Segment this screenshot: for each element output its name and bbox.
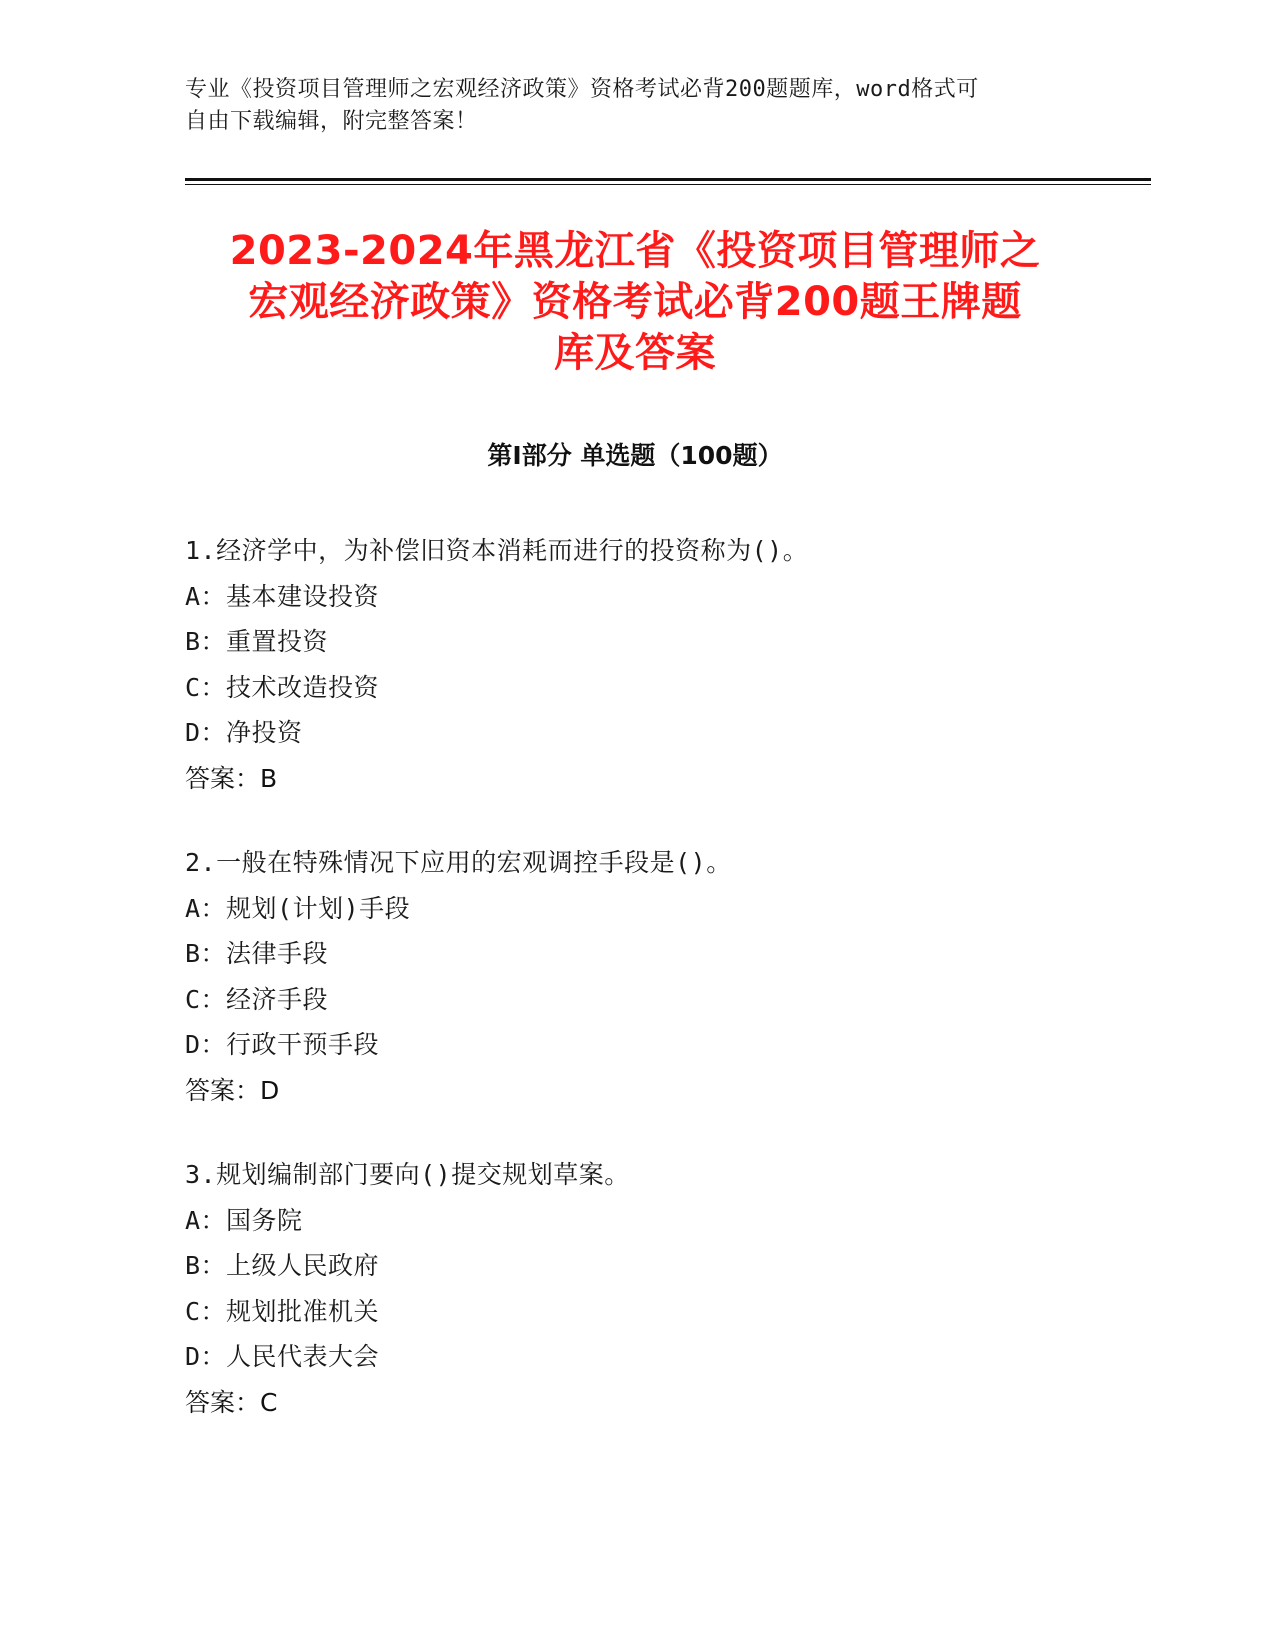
section-heading: 第I部分 单选题（100题） xyxy=(487,441,783,470)
document-title xyxy=(185,226,1085,379)
option-c: C：经济手段 xyxy=(185,984,329,1014)
answer-line: 答案：D xyxy=(185,1075,280,1105)
option-c: C：技术改造投资 xyxy=(185,672,380,702)
question-stem: 2.一般在特殊情况下应用的宏观调控手段是()。 xyxy=(185,848,732,877)
option-b: B：上级人民政府 xyxy=(185,1251,380,1280)
option-d: D：行政干预手段 xyxy=(185,1030,380,1059)
option-a: A：基本建设投资 xyxy=(185,581,380,611)
option-b: B：法律手段 xyxy=(185,939,329,968)
header-note-line-1: 专业《投资项目管理师之宏观经济政策》资格考试必背200题题库，word格式可 xyxy=(185,77,979,102)
header-divider-thin xyxy=(185,184,1151,185)
question-stem: 1.经济学中，为补偿旧资本消耗而进行的投资称为()。 xyxy=(185,536,809,565)
document-title-line-1: 2023-2024年黑龙江省《投资项目管理师之 xyxy=(229,228,1041,274)
option-d: D：人民代表大会 xyxy=(185,1342,380,1371)
answer-line: 答案：C xyxy=(185,1387,278,1417)
option-d: D：净投资 xyxy=(185,718,303,747)
document-title-line-3: 库及答案 xyxy=(554,330,716,376)
option-a: A：规划(计划)手段 xyxy=(185,893,411,923)
option-c: C：规划批准机关 xyxy=(185,1296,380,1326)
answer-line: 答案：B xyxy=(185,763,278,793)
header-note xyxy=(185,74,1065,138)
question-block xyxy=(185,1152,1085,1425)
question-stem: 3.规划编制部门要向()提交规划草案。 xyxy=(185,1160,630,1189)
question-list xyxy=(185,528,1085,1464)
question-block xyxy=(185,840,1085,1113)
header-note-line-2: 自由下载编辑，附完整答案！ xyxy=(185,109,478,134)
header-divider-thick xyxy=(185,178,1151,181)
option-b: B：重置投资 xyxy=(185,627,329,656)
question-block xyxy=(185,528,1085,801)
option-a: A：国务院 xyxy=(185,1205,303,1235)
document-title-line-2: 宏观经济政策》资格考试必背200题王牌题 xyxy=(248,279,1022,325)
